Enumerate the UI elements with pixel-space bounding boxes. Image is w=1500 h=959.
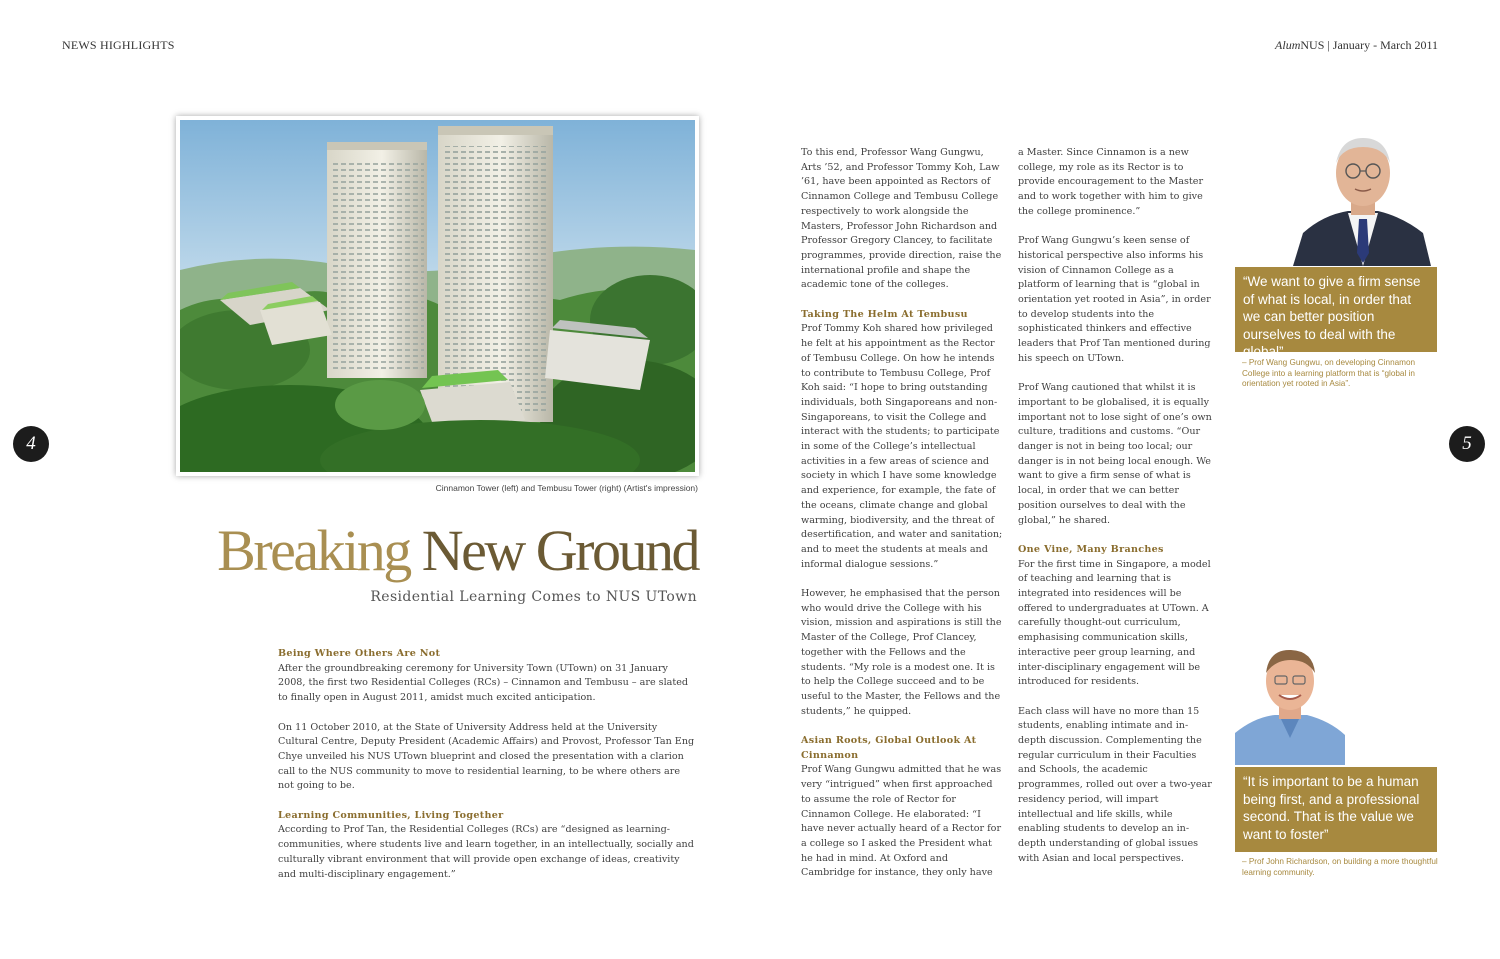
article-column-3 <box>1018 146 1214 881</box>
paragraph: Prof Wang Gungwu admitted that he was very “intrigued” when first approached to assume the role of Rector for Cinnamon College. He elaborated: “I have never actually heard of a Rector for a college so I asked the President what he had in mind. At Oxford and Cambridge for instance, they only have <box>801 764 1002 879</box>
paragraph: Prof Wang Gungwu’s keen sense of historical perspective also informs his vision of Cinnamon College as a platform of learning that is “global in orientation yet rooted in Asia”, in order to develop students into the sophisticated thinkers and effective leaders that Prof Tan mentioned during his speech on UTown. <box>1018 235 1211 364</box>
photo-caption: Cinnamon Tower (left) and Tembusu Tower (right) (Artist's impression) <box>435 483 698 493</box>
magazine-issue <box>1275 38 1438 53</box>
issue-date: | January - March 2011 <box>1327 38 1438 52</box>
paragraph: According to Prof Tan, the Residential Colleges (RCs) are “designed as learning-communities, where students live and learn together, in an intellectually, socially and culturally vibrant environment that will provide open exchange of ideas, creativity and multi-disciplinary engagement.” <box>278 824 694 880</box>
portrait-illustration <box>1293 133 1431 266</box>
paragraph: To this end, Professor Wang Gungwu, Arts ’52, and Professor Tommy Koh, Law ’61, have been appointed as Rectors of Cinnamon College and Tembusu College respectively to work alongside the Masters, Professor John Richardson and Professor Gregory Clancey, to facilitate programmes, provide direction, raise the international profile and shape the academic tone of the colleges. <box>801 147 1002 291</box>
article-title <box>178 518 698 585</box>
title-word-new-ground: New Ground <box>421 518 698 583</box>
section-heading: Asian Roots, Global Outlook At Cinnamon <box>801 735 977 761</box>
page-number-right: 5 <box>1449 426 1485 462</box>
paragraph: After the groundbreaking ceremony for University Town (UTown) on 31 January 2008, the first two Residential Colleges (RCs) – Cinnamon and Tembusu – are slated to finally open in August 2011, amidst much excited anticipation. <box>278 662 689 704</box>
paragraph: Each class will have no more than 15 students, enabling intimate and in-depth discussion. Complementing the regular curriculum in their Faculties and Schools, the academic programmes, rolled out over a two-year residency period, will impart intellectual and life skills, while enabling students to develop an in-depth understanding of global issues with Asian and local perspectives. <box>1018 705 1212 864</box>
portrait-illustration <box>1235 643 1345 765</box>
quote-attribution-1: – Prof Wang Gungwu, on developing Cinnamon College into a learning platform that is “global in orientation yet rooted in Asia”. <box>1242 358 1416 388</box>
article-column-2 <box>801 146 1004 896</box>
section-heading: One Vine, Many Branches <box>1018 543 1164 555</box>
article-subtitle: Residential Learning Comes to NUS UTown <box>370 589 697 605</box>
paragraph: Prof Tommy Koh shared how privileged he felt at his appointment as the Rector of Tembusu College. On how he intends to contribute to Tembusu College, Prof Koh said: “I hope to bring outstanding individuals, both Singaporeans and non-Singaporeans, to visit the College and interact with the students; to participate in some of the College’s intellectual activities in a few areas of science and society in which I have some knowledge and experience, for example, the fate of the oceans, climate change and global warming, biodiversity, and the threat of desertification, and water and sanitation; and to meet the students at meals and informal dialogue sessions.” <box>801 323 1003 570</box>
portrait-wang-gungwu <box>1293 133 1431 266</box>
campus-photo <box>176 116 699 476</box>
quote-attribution-2: – Prof John Richardson, on building a more thoughtful learning community. <box>1242 857 1438 877</box>
magazine-name-nus: NUS <box>1300 38 1325 52</box>
article-column-1 <box>278 647 698 897</box>
section-heading: Being Where Others Are Not <box>278 648 441 659</box>
paragraph: For the first time in Singapore, a model of teaching and learning that is integrated into residences will be offered to undergraduates at UTown. A carefully thought-out curriculum, emphasising communication skills, interactive peer group learning, and inter-disciplinary engagement will be introduced for residents. <box>1018 558 1211 688</box>
towers-illustration <box>180 120 695 472</box>
pull-quote-2: “It is important to be a human being first, and a professional second. That is the value we want to foster” <box>1235 767 1437 852</box>
paragraph: On 11 October 2010, at the State of University Address held at the University Cultural Centre, Deputy President (Academic Affairs) and Provost, Professor Tan Eng Chye unveiled his NUS UTown blueprint and closed the presentation with a clarion call to the NUS community to move to residential learning, to be where others are not going to be. <box>278 721 695 792</box>
section-heading: Learning Communities, Living Together <box>278 809 504 821</box>
paragraph: a Master. Since Cinnamon is a new college, my role as its Rector is to provide encouragement to the Master and to work together with him to give the college prominence.” <box>1018 147 1204 217</box>
section-heading: Taking The Helm At Tembusu <box>801 308 968 320</box>
title-word-breaking: Breaking <box>217 518 410 583</box>
page-number-left: 4 <box>13 426 49 462</box>
section-label: NEWS HIGHLIGHTS <box>62 38 175 52</box>
portrait-john-richardson <box>1235 643 1345 765</box>
pull-quote-1: “We want to give a firm sense of what is local, in order that we can better position ourselves to deal with the global” <box>1235 267 1437 352</box>
paragraph: Prof Wang cautioned that whilst it is important to be globalised, it is equally important not to lose sight of one’s own culture, traditions and customs. “Our danger is not in being too local; our danger is in not being local enough. We want to give a firm sense of what is local, in order that we can better position ourselves to deal with the global,” he shared. <box>1018 382 1212 526</box>
magazine-name-alum: Alum <box>1275 38 1301 52</box>
paragraph: However, he emphasised that the person who would drive the College with his vision, mission and aspirations is still the Master of the College, Prof Clancey, together with the Fellows and the students. “My role is a modest one. It is to help the College succeed and to be useful to the Master, the Fellows and the students,” he quipped. <box>801 588 1002 717</box>
